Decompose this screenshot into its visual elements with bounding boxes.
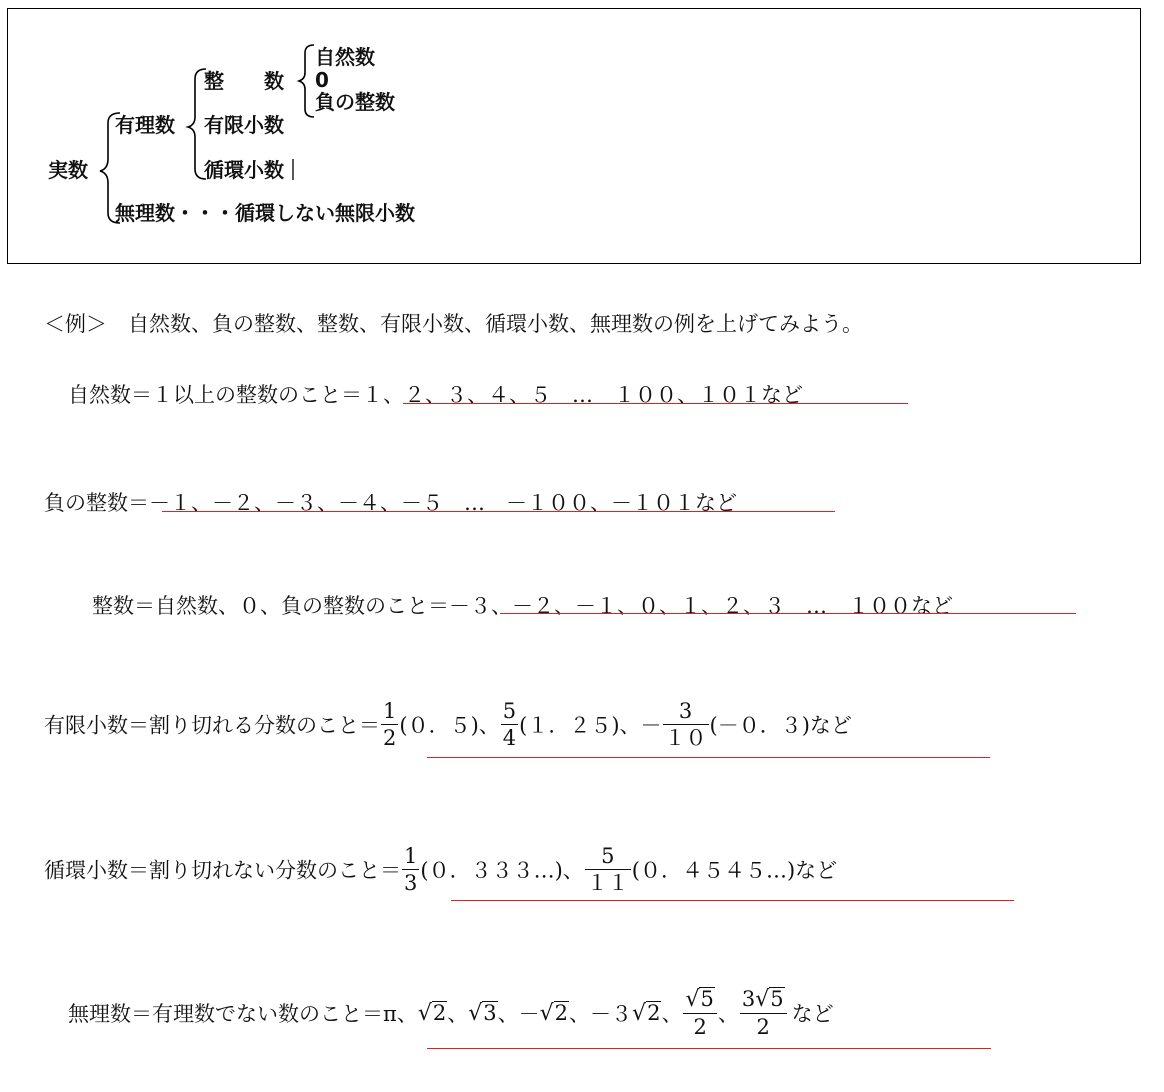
finite-label: 有限小数＝割り切れる分数のこと＝ [44,713,380,738]
negative-integer-label: 負の整数 [315,90,395,114]
integer-row [92,590,953,620]
negative-row [44,487,737,517]
sqrt-3: √3 [468,1000,497,1026]
fraction-3sqrt5-over-2: $\frac{3√5}{2}$ [740,986,787,1040]
integer-label: 整数＝自然数、０、負の整数のこと＝ [92,594,449,618]
irrational-label: 無理数・・・循環しない無限小数 [115,201,415,225]
decimal-1-25: (１．２５)、 [519,713,641,738]
negative-label: 負の整数＝ [44,491,149,515]
fraction-3-10 [663,698,709,751]
sqrt-2: √2 [539,1000,569,1026]
negative-underline [162,511,835,512]
integer-answer: －３、－２、－１、０、１、２、３ … １００など [449,594,953,618]
fraction-1-2 [381,698,398,751]
natural-row [68,379,803,409]
nado-suffix: など [791,1002,834,1026]
irrational-row [68,986,834,1040]
intro-text: ＜例＞ 自然数、負の整数、整数、有限小数、循環小数、無理数の例を上げてみよう。 [44,312,863,336]
separator: 、－ [497,1002,540,1026]
separator: 、 [661,1002,683,1026]
repeating-row [44,843,837,896]
denominator: １１ [586,871,629,895]
repeating-decimal-label: 循環小数 [204,158,284,182]
decimal-0-4545: (０．４５４５…)など [631,858,838,883]
fraction-1-3 [402,843,419,896]
pi-symbol: π、 [383,1002,418,1026]
separator: 、 [717,1002,739,1026]
real-number-label: 実数 [48,158,88,182]
natural-label: 自然数 [315,45,375,69]
irrational-label: 無理数＝有理数でない数のこと＝ [68,1002,383,1026]
rational-label: 有理数 [115,113,175,137]
denominator: 4 [502,726,517,750]
finite-row [44,698,852,751]
sqrt-2: √2 [417,1000,447,1026]
zero-label: 0 [315,68,329,92]
decimal-neg-0-3: (－０．３)など [709,713,852,738]
sqrt-2: √2 [632,1000,661,1026]
fraction-5-4 [501,698,518,751]
finite-underline [427,757,990,758]
negative-answer: －１、－２、－３、－４、－５ … －１００、－１０１など [149,491,737,515]
separator: 、－３ [569,1002,633,1026]
finite-decimal-label: 有限小数 [204,113,284,137]
integer-label: 整 数 [204,69,284,93]
fraction-sqrt5-over-2: $\frac{√5}{2}$ [683,986,716,1040]
denominator: 2 [383,726,397,750]
natural-underline [403,403,908,404]
brace-lines [8,9,1142,265]
fraction-5-11 [585,843,631,896]
classification-box [7,8,1141,264]
numerator: 5 [601,844,615,868]
numerator: 3 [678,699,693,723]
irrational-underline [427,1048,991,1049]
separator: 、 [447,1002,469,1026]
natural-answer: １、２、３、４、５ … １００、１０１など [362,383,803,407]
numerator: 5 [502,699,517,723]
integer-underline [500,613,1076,614]
decimal-0-333: (０．３３３…)、 [420,858,584,883]
numerator: 1 [404,844,418,868]
denominator: １０ [664,726,707,750]
repeating-label: 循環小数＝割り切れない分数のこと＝ [44,858,401,883]
integer-brace [299,45,314,117]
minus-sign: － [640,713,662,738]
decimal-0-5: (０．５)、 [399,713,500,738]
repeating-underline [451,900,1014,901]
numerator: 1 [383,699,397,723]
denominator: 3 [404,871,418,895]
natural-label: 自然数＝１以上の整数のこと＝ [68,383,362,407]
